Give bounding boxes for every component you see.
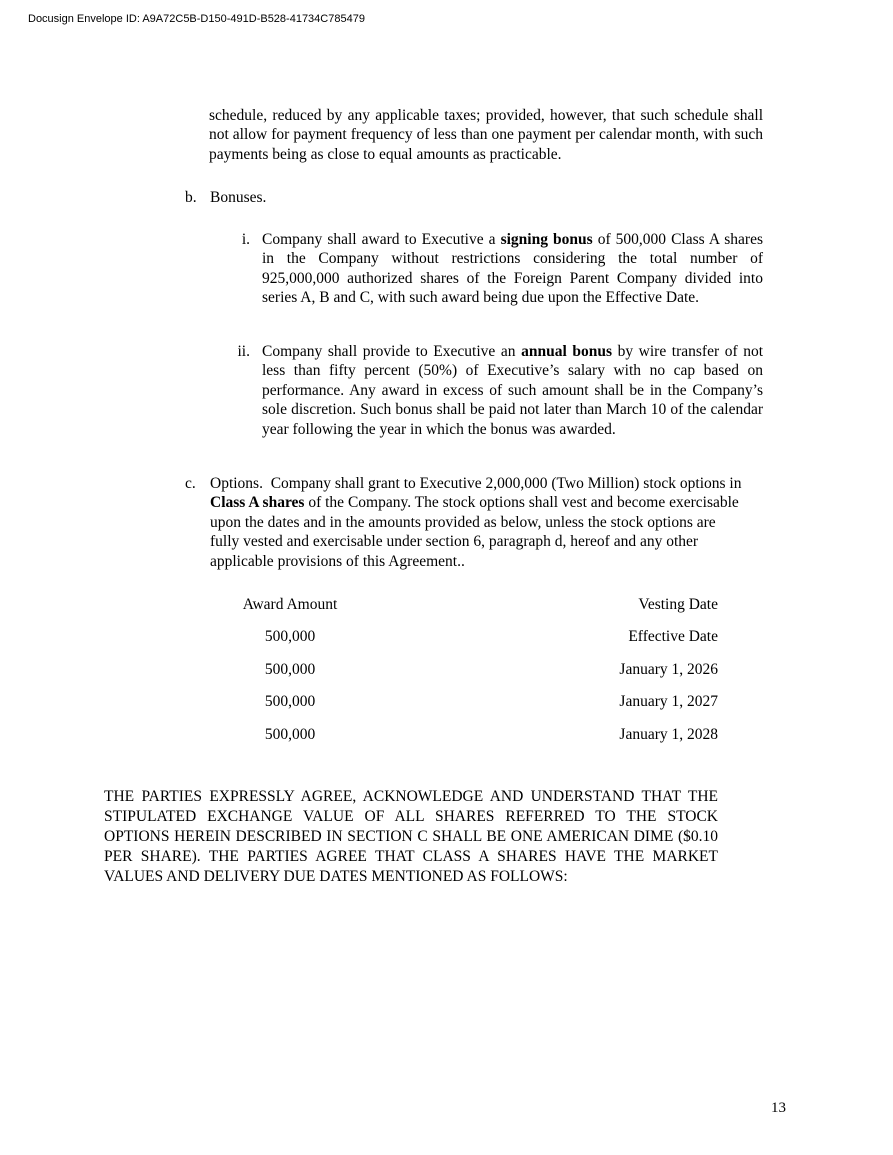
annual-bonus-text-pre: Company shall provide to Executive an xyxy=(262,343,522,360)
award-amount-header: Award Amount xyxy=(242,596,338,613)
vesting-date-cell: Effective Date xyxy=(628,628,718,646)
list-item-b-bonuses xyxy=(185,188,585,207)
annual-bonus-paragraph xyxy=(262,342,763,439)
award-amount-cell: 500,000 xyxy=(264,725,316,743)
vesting-date-header: Vesting Date xyxy=(638,596,718,613)
options-bold-class-a-shares: Class A shares xyxy=(210,494,305,512)
list-item-ii-annual-bonus xyxy=(236,342,763,439)
paragraph-stipulated-exchange-value: THE PARTIES EXPRESSLY AGREE, ACKNOWLEDGE AND UNDERSTAND THAT THE STIPULATED EXCHANGE VALUE OF ALL SHARES REFERRED TO THE STOCK OPTIONS HEREIN DESCRIBED IN SECTION C SHALL BE ONE AMERICAN DIME ($0.10 PER SHARE). THE PARTIES AGREE THAT CLASS A SHARES HAVE THE MARKET VALUES AND DELIVERY DUE DATES MENTIONED AS FOLLOWS: xyxy=(104,788,718,885)
signing-bonus-text-pre: Company shall award to Executive a xyxy=(262,231,501,248)
table-row xyxy=(105,693,718,725)
table-row xyxy=(105,726,718,758)
annual-bonus-text-post: by wire transfer of not less than fifty percent (50%) of Executive’s salary with no cap based on performance. Any award in excess of such amount shall be in the Company’s sole discretion. Such bonus shall be paid not later than March 10 of the calendar year following the year in which the bonus was awarded. xyxy=(262,343,764,438)
award-amount-cell: 500,000 xyxy=(264,628,316,646)
award-amount-cell: 500,000 xyxy=(264,660,316,678)
list-item-i-signing-bonus xyxy=(236,230,763,308)
table-row xyxy=(105,628,718,660)
vesting-date-cell: January 1, 2028 xyxy=(619,725,718,743)
annual-bonus-bold: annual bonus xyxy=(521,343,612,360)
paragraph-salary-schedule-continuation: schedule, reduced by any applicable taxes; provided, however, that such schedule shall not allow for payment frequency of less than one payment per calendar month, with such payments being as close to equal amounts as practicable. xyxy=(209,107,763,163)
list-marker-b: b. xyxy=(185,189,197,206)
docusign-envelope-id: Docusign Envelope ID: A9A72C5B-D150-491D-B528-41734C785479 xyxy=(28,13,365,25)
signing-bonus-bold: signing bonus xyxy=(500,231,593,248)
list-marker-i: i. xyxy=(241,231,250,248)
options-text-post: of the Company. The stock options shall vest and become exercisable upon the dates and in the amounts provided as below, unless the stock options are fully vested and exercisable under section 6, paragraph d, hereof and any other applicable provisions of this Agreement.. xyxy=(210,494,739,570)
vesting-date-cell: January 1, 2027 xyxy=(619,693,718,711)
vesting-date-cell: January 1, 2026 xyxy=(619,660,718,678)
page-number: 13 xyxy=(771,1100,786,1116)
list-marker-c: c. xyxy=(185,475,196,492)
vesting-schedule-table xyxy=(105,596,718,758)
table-row xyxy=(105,661,718,693)
list-marker-ii: ii. xyxy=(237,343,250,360)
vesting-table-header-row xyxy=(105,596,718,628)
options-text-pre: Options. Company shall grant to Executive 2,000,000 (Two Million) stock options in xyxy=(210,475,742,492)
award-amount-cell: 500,000 xyxy=(264,693,316,711)
signing-bonus-text-post: of 500,000 Class A shares in the Company without restrictions considering the total number of 925,000,000 authorized shares of the Foreign Parent Company divided into series A, B and C, with such award being due upon the Effective Date. xyxy=(262,231,763,307)
bonuses-heading: Bonuses. xyxy=(210,189,267,206)
signing-bonus-paragraph xyxy=(262,230,763,308)
list-item-c-options xyxy=(185,474,745,571)
options-paragraph xyxy=(210,474,745,571)
